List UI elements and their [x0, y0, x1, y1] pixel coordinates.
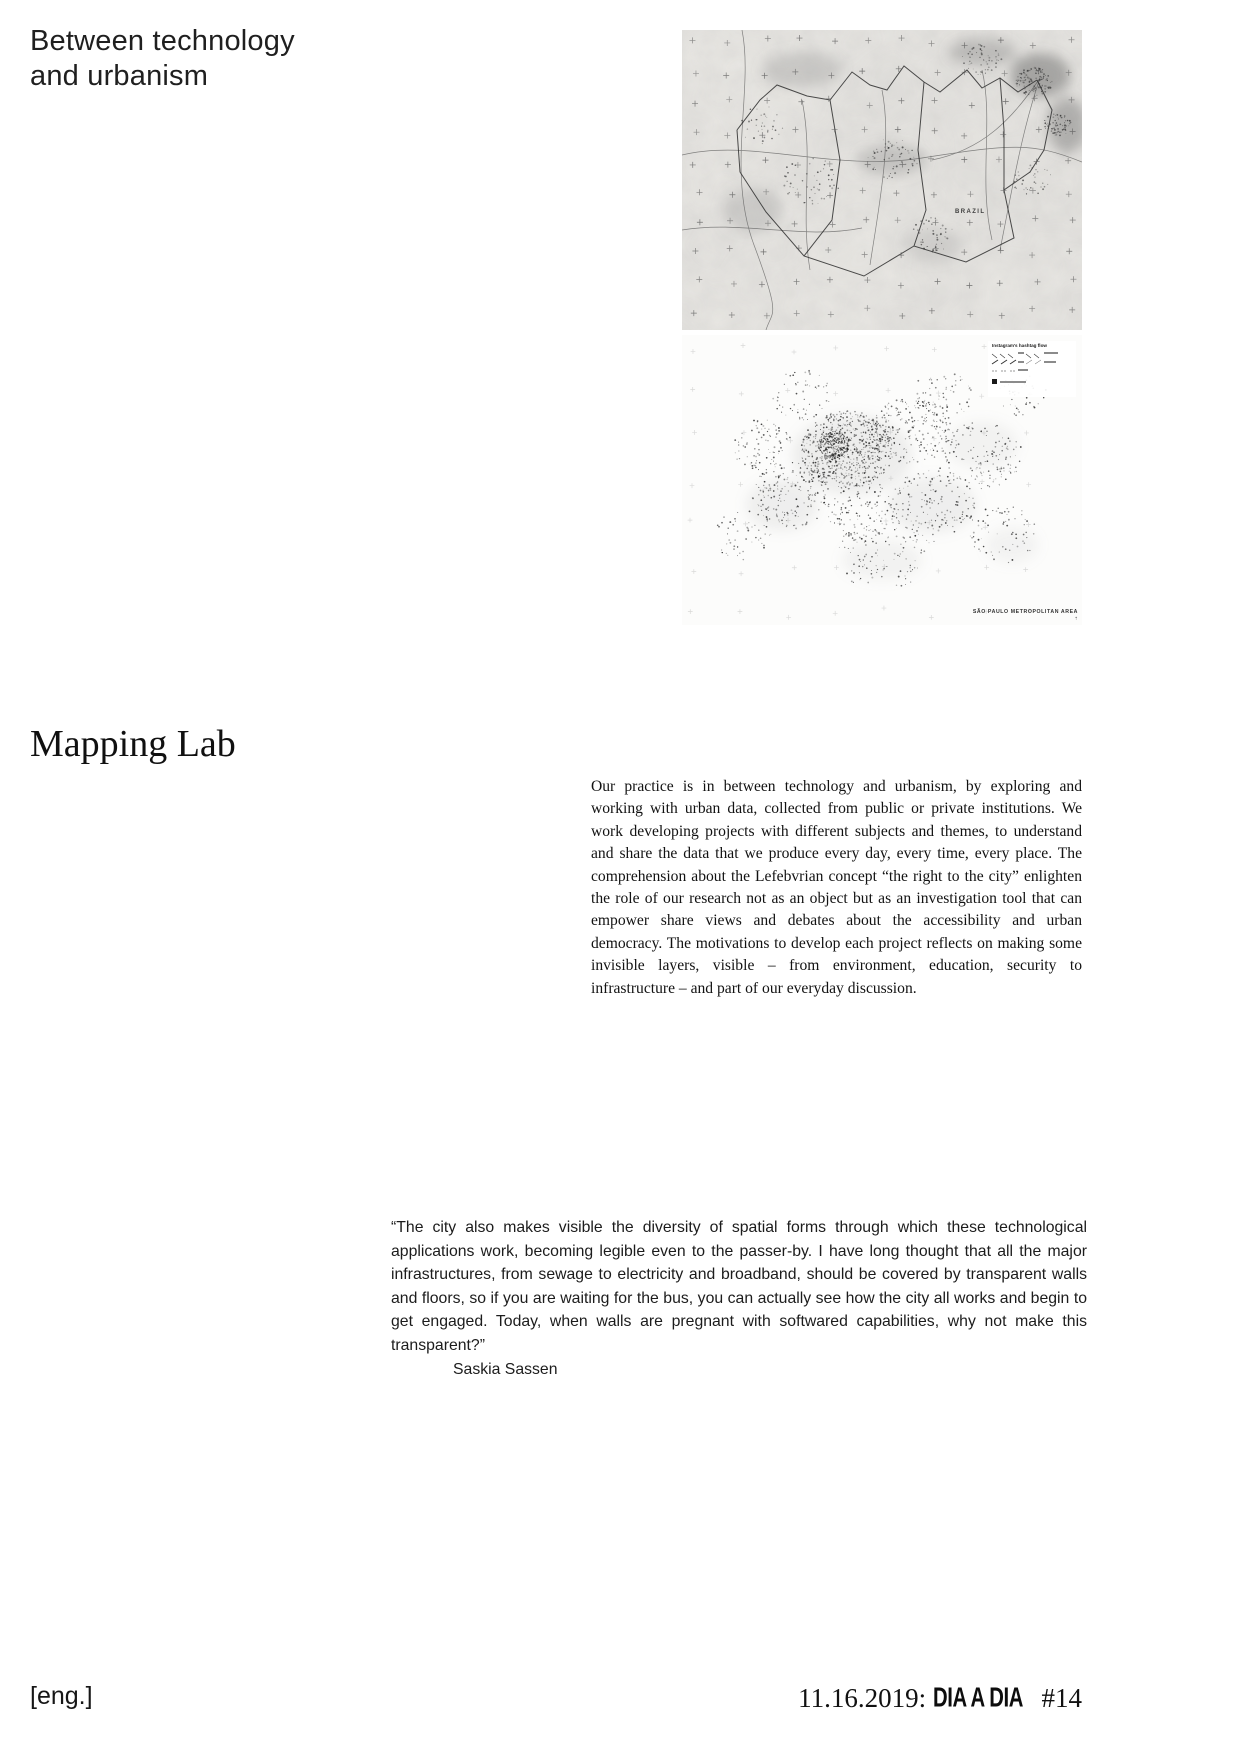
brazil-map-image: [682, 30, 1082, 330]
footer-date: 11.16.2019:: [798, 1683, 927, 1713]
map-legend-greek-text: [1000, 381, 1026, 383]
quote-text: “The city also makes visible the diversity of spatial forms through which these technological applications work, becoming legible even to the passer-by. I have long thought that all the major infrastructures, from sewage to electricity and broadband, should be covered by transparent walls and floors, so if you are waiting for the bus, you can actually see how the city all works and begin to get engaged. Today, when walls are pregnant with softwared capabilities, why not make this transparent?”: [391, 1219, 1087, 1354]
sao-paulo-map-image: [682, 335, 1082, 625]
brazil-map-label: BRAZIL: [955, 209, 986, 215]
section-title: Mapping Lab: [30, 723, 236, 765]
quote-block: [391, 1216, 1087, 1381]
header-title-line1: Between technology: [30, 25, 295, 57]
footer-issue-number: #14: [1041, 1683, 1082, 1713]
footer-brand: DIA A DIA: [933, 1680, 1024, 1713]
map-caption-mark: ⇡: [1074, 616, 1078, 621]
brazil-map-figure: [682, 30, 1082, 330]
sao-paulo-map-figure: [682, 335, 1082, 625]
section-body-paragraph: Our practice is in between technology and urbanism, by exploring and working with urban data, collected from public or private institutions. We work developing projects with different subjects and themes, to understand and share the data that we produce every day, every time, every place. The comprehension about the Lefebvrian concept “the right to the city” enlighten the role of our research not as an object but as an investigation tool that can empower share views and debates about the accessibility and urban democracy. The motivations to develop each project reflects on making some invisible layers, visible – from environment, education, security to infrastructure – and part of our everyday discussion.: [591, 778, 1082, 997]
footer-language-tag: [eng.]: [30, 1682, 93, 1710]
sao-paulo-map-caption: SÃO PAULO METROPOLITAN AREA: [972, 609, 1078, 615]
quote-attribution: Saskia Sassen: [453, 1360, 558, 1378]
footer-issue-info: [798, 1680, 1082, 1714]
map-legend: [988, 341, 1076, 397]
map-legend-title: Instagram's hashtag flow: [992, 343, 1047, 348]
header-title-line2: and urbanism: [30, 60, 209, 92]
page-header-title: [30, 24, 295, 94]
map-legend-swatch: [992, 379, 997, 384]
